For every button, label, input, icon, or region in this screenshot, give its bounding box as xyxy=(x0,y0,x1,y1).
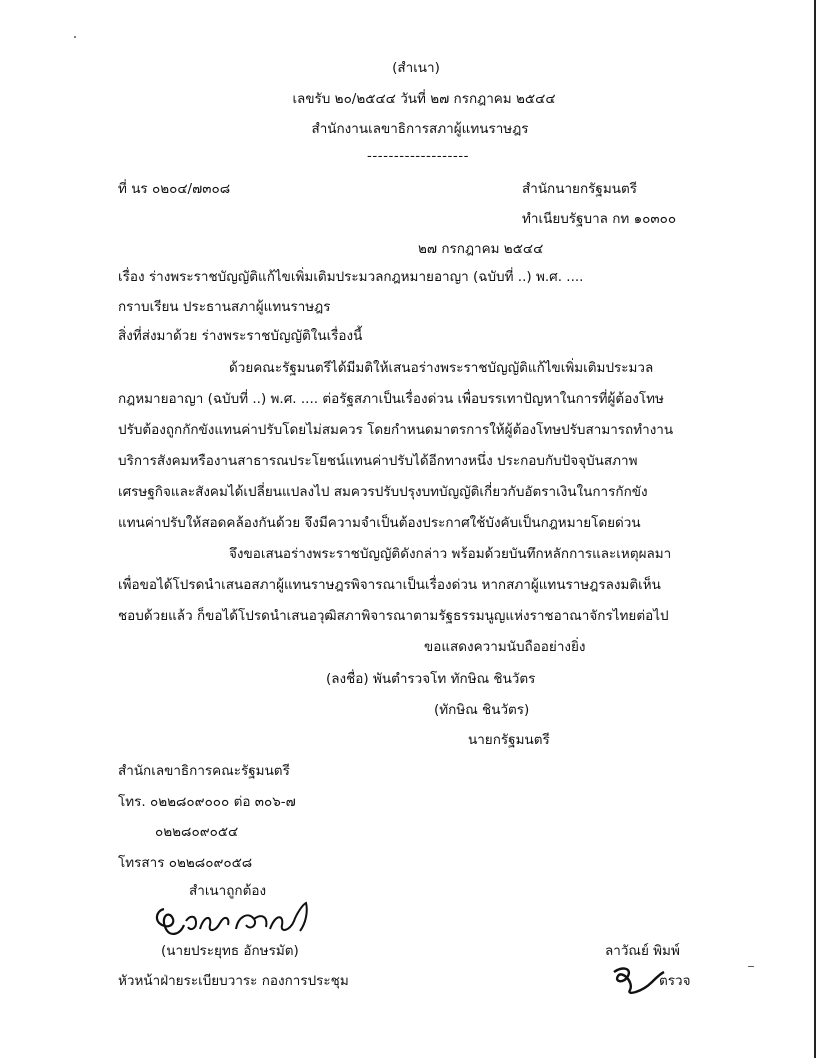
body-line: เศรษฐกิจและสังคมได้เปลี่ยนแปลงไป สมควรปรับปรุงบทบัญญัติเกี่ยวกับอัตราเงินในการกักขัง xyxy=(118,484,648,500)
checker-note: ตรวจ xyxy=(659,973,691,989)
contact-fax: โทรสาร ๐๒๒๘๐๙๐๕๘ xyxy=(118,855,253,871)
contact-tel-2: ๐๒๒๘๐๙๐๕๔ xyxy=(155,824,239,840)
typist-note: ลาวัณย์ พิมพ์ xyxy=(605,943,680,959)
certified-label: สำเนาถูกต้อง xyxy=(189,883,267,899)
subject-line: เรื่อง ร่างพระราชบัญญัติแก้ไขเพิ่มเติมประมวลกฎหมายอาญา (ฉบับที่ ..) พ.ศ. .... xyxy=(118,269,584,285)
body-line: แทนค่าปรับให้สอดคล้องกันด้วย จึงมีความจำเป็นต้องประกาศใช้บังคับเป็นกฎหมายโดยด่วน xyxy=(118,515,641,531)
scan-speck xyxy=(74,36,76,38)
sender-address: ทำเนียบรัฐบาล กท ๑๐๓๐๐ xyxy=(522,211,677,227)
letter-date: ๒๗ กรกฎาคม ๒๕๔๔ xyxy=(418,241,544,257)
reference-number: ที่ นร ๐๒๐๔/๗๓๐๘ xyxy=(118,181,231,197)
scan-speck xyxy=(748,966,754,967)
handwritten-signature-certifier xyxy=(150,895,320,945)
sender-office: สำนักนายกรัฐมนตรี xyxy=(522,181,637,197)
contact-tel: โทร. ๐๒๒๘๐๙๐๐๐ ต่อ ๓๐๖-๗ xyxy=(118,794,296,810)
closing: ขอแสดงความนับถืออย่างยิ่ง xyxy=(424,639,586,655)
body-line: กฎหมายอาญา (ฉบับที่ ..) พ.ศ. .... ต่อรัฐสภาเป็นเรื่องด่วน เพื่อบรรเทาปัญหาในการที่ผู้ต้องโทษ xyxy=(118,391,664,407)
body-line: เพื่อขอได้โปรดนำเสนอสภาผู้แทนราษฎรพิจารณาเป็นเรื่องด่วน หากสภาผู้แทนราษฎรลงมติเห็น xyxy=(118,577,661,593)
certifier-title: หัวหน้าฝ่ายระเบียบวาระ กองการประชุม xyxy=(118,973,349,989)
body-line: จึงขอเสนอร่างพระราชบัญญัติดังกล่าว พร้อมด้วยบันทึกหลักการและเหตุผลมา xyxy=(229,546,672,562)
certifier-name: (นายประยุทธ อักษรมัต) xyxy=(161,943,299,959)
body-line: ชอบด้วยแล้ว ก็ขอได้โปรดนำเสนอวุฒิสภาพิจารณาตามรัฐธรรมนูญแห่งราชอาณาจักรไทยต่อไป xyxy=(118,608,669,624)
contact-office: สำนักเลขาธิการคณะรัฐมนตรี xyxy=(118,763,290,779)
body-line: ด้วยคณะรัฐมนตรีได้มีมติให้เสนอร่างพระราชบัญญัติแก้ไขเพิ่มเติมประมวล xyxy=(229,360,654,376)
receiving-office: สำนักงานเลขาธิการสภาผู้แทนราษฎร xyxy=(311,121,529,137)
receipt-line: เลขรับ ๒๐/๒๕๔๔ วันที่ ๒๗ กรกฎาคม ๒๕๔๔ xyxy=(292,91,556,107)
signed-line: (ลงชื่อ) พันตำรวจโท ทักษิณ ชินวัตร xyxy=(326,671,536,687)
salutation: กราบเรียน ประธานสภาผู้แทนราษฎร xyxy=(118,299,331,315)
header-divider: ------------------- xyxy=(366,148,470,164)
body-line: ปรับต้องถูกกักขังแทนค่าปรับโดยไม่สมควร โดยกำหนดมาตรการให้ผู้ต้องโทษปรับสามารถทำงาน xyxy=(118,422,674,438)
signer-name: (ทักษิณ ชินวัตร) xyxy=(434,702,530,718)
copy-label: (สำเนา) xyxy=(392,60,440,76)
signer-title: นายกรัฐมนตรี xyxy=(468,732,550,748)
enclosure: สิ่งที่ส่งมาด้วย ร่างพระราชบัญญัติในเรื่องนี้ xyxy=(118,328,363,344)
body-line: บริการสังคมหรืองานสาธารณประโยชน์แทนค่าปรับได้อีกทางหนึ่ง ประกอบกับปัจจุบันสภาพ xyxy=(118,453,638,469)
